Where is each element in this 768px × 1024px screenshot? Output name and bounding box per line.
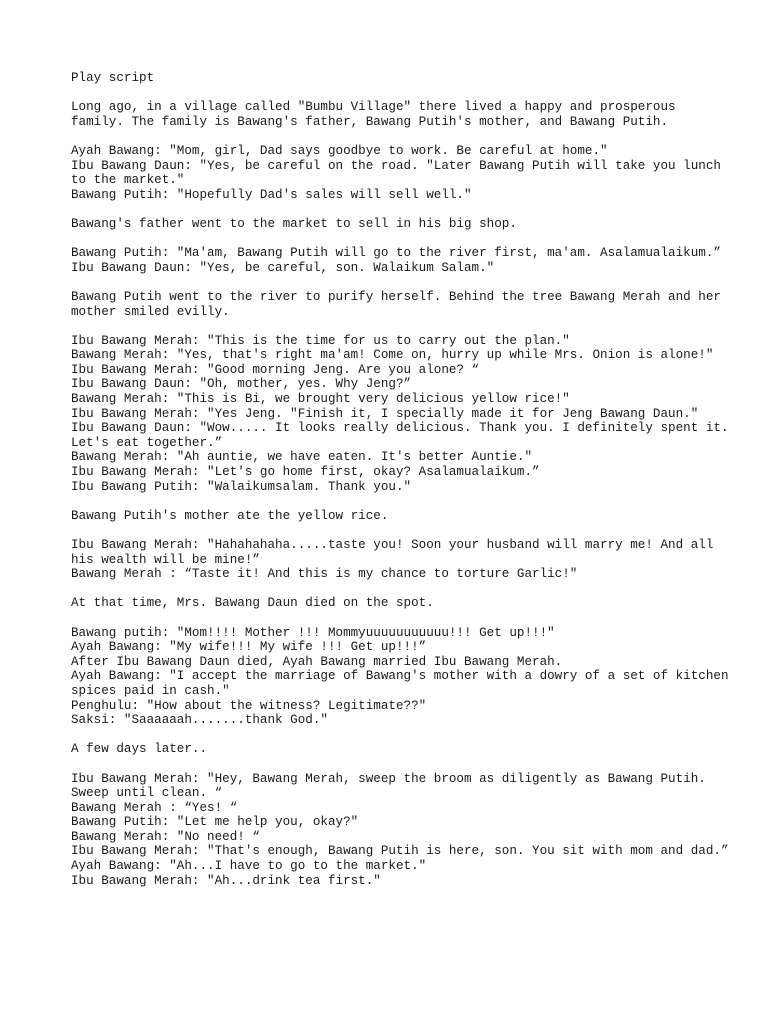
script-paragraph [71, 246, 731, 275]
script-line: Ibu Bawang Merah: "Hahahahaha.....taste you! Soon your husband will marry me! And all his wealth will be mine!” [71, 538, 721, 567]
script-paragraph [71, 217, 731, 232]
script-line: Ibu Bawang Daun: "Yes, be careful, son. Walaikum Salam." [71, 260, 495, 275]
script-line: Ibu Bawang Merah: "Good morning Jeng. Are you alone? “ [71, 362, 480, 377]
script-paragraph [71, 144, 731, 202]
script-line: Ibu Bawang Merah: "Hey, Bawang Merah, sweep the broom as diligently as Bawang Putih. Sweep until clean. “ [71, 771, 714, 801]
script-line: Bawang Putih went to the river to purify herself. Behind the tree Bawang Merah and her mother smiled evilly. [71, 289, 729, 319]
document-title: Play script [71, 71, 155, 85]
script-paragraph [71, 333, 737, 495]
script-line: Bawang Merah : “Yes! “ [71, 800, 238, 815]
script-line: Long ago, in a village called "Bumbu Village" there lived a happy and prosperous family. The family is Bawang's father, Bawang Putih's mother, and Bawang Putih. [71, 100, 684, 129]
script-line: Bawang Merah : “Taste it! And this is my chance to torture Garlic!" [71, 567, 578, 582]
script-line: Ibu Bawang Merah: "Ah...drink tea first." [71, 873, 381, 888]
script-line: Bawang Putih's mother ate the yellow rice. [71, 508, 389, 523]
script-paragraph [71, 625, 737, 728]
script-line: Ibu Bawang Putih: "Walaikumsalam. Thank you." [71, 479, 412, 494]
script-line: Bawang's father went to the market to sell in his big shop. [71, 216, 517, 231]
script-line: Ayah Bawang: "My wife!!! My wife !!! Get up!!!” [71, 640, 427, 655]
script-line: Bawang Merah: "This is Bi, we brought very delicious yellow rice!" [71, 392, 570, 407]
script-line: Ibu Bawang Merah: "This is the time for us to carry out the plan." [71, 333, 570, 348]
script-line: Ibu Bawang Merah: "That's enough, Bawang Putih is here, son. You sit with mom and dad.” [71, 844, 729, 859]
script-line: Ayah Bawang: "Mom, girl, Dad says goodbye to work. Be careful at home." [71, 143, 608, 158]
script-line: Bawang Merah: "Ah auntie, we have eaten. It's better Auntie." [71, 450, 533, 465]
script-line: Ibu Bawang Daun: "Wow..... It looks really delicious. Thank you. I definitely spent it. Let's eat together.” [71, 421, 737, 450]
script-line: Ayah Bawang: "Ah...I have to go to the market." [71, 859, 427, 874]
script-line: Ibu Bawang Daun: "Yes, be careful on the road. "Later Bawang Putih will take you lunch to the market." [71, 158, 729, 188]
document-page [71, 71, 737, 903]
script-paragraph [71, 100, 731, 129]
script-line: Bawang Putih: "Let me help you, okay?" [71, 815, 359, 830]
script-body [71, 100, 737, 888]
script-line: Bawang Putih: "Hopefully Dad's sales will sell well." [71, 187, 472, 202]
script-line: At that time, Mrs. Bawang Daun died on the spot. [71, 596, 434, 611]
script-line: Bawang putih: "Mom!!!! Mother !!! Mommyuuuuuuuuuuu!!! Get up!!!" [71, 625, 555, 640]
script-paragraph [71, 290, 731, 319]
script-line: After Ibu Bawang Daun died, Ayah Bawang married Ibu Bawang Merah. [71, 654, 563, 669]
script-line: Saksi: "Saaaaaah.......thank God." [71, 713, 328, 728]
script-line: Bawang Putih: "Ma'am, Bawang Putih will go to the river first, ma'am. Asalamualaikum.” [71, 246, 721, 261]
script-paragraph [71, 772, 731, 889]
script-line: Bawang Merah: "No need! “ [71, 829, 260, 844]
script-paragraph [71, 509, 731, 524]
script-line: Bawang Merah: "Yes, that's right ma'am! Come on, hurry up while Mrs. Onion is alone!" [71, 348, 714, 363]
script-line: Ayah Bawang: "I accept the marriage of Bawang's mother with a dowry of a set of kitchen spices paid in cash." [71, 669, 737, 698]
script-paragraph [71, 538, 731, 582]
script-paragraph [71, 742, 731, 757]
script-paragraph [71, 596, 731, 611]
script-line: A few days later.. [71, 742, 208, 757]
script-line: Penghulu: "How about the witness? Legitimate??" [71, 698, 427, 713]
script-line: Ibu Bawang Daun: "Oh, mother, yes. Why Jeng?” [71, 377, 412, 392]
script-line: Ibu Bawang Merah: "Yes Jeng. "Finish it, I specially made it for Jeng Bawang Daun." [71, 406, 699, 421]
script-line: Ibu Bawang Merah: "Let's go home first, okay? Asalamualaikum.” [71, 465, 540, 480]
